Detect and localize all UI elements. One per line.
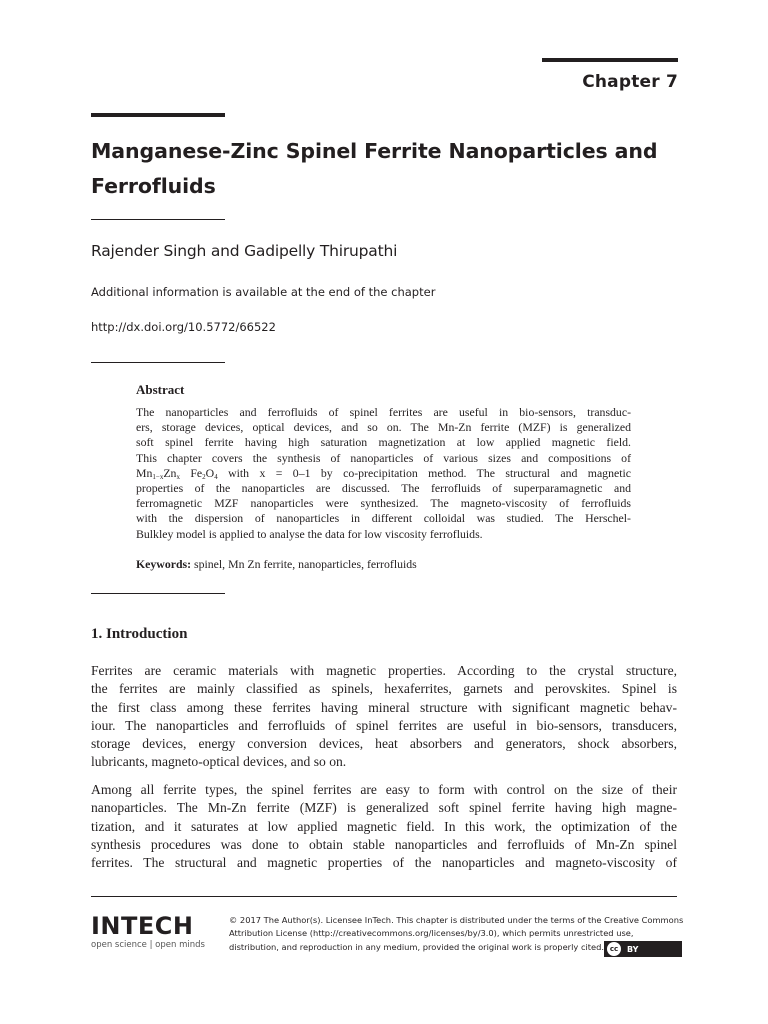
additional-info: Additional information is available at the end of the chapter [91,285,436,299]
paragraph-line: ferrites. The structural and magnetic properties of the nanoparticles and magneto-viscosity of [91,855,677,871]
paragraph-line: Among all ferrite types, the spinel ferrites are easy to form with control on the size of their [91,782,677,797]
formula-sub-4: 4 [214,472,218,481]
abstract-line: ers, storage devices, optical devices, and so on. The Mn-Zn ferrite (MZF) is generalized [136,420,631,435]
cc-by-label: BY [627,944,639,954]
formula-sub-1mx: 1−x [152,472,164,481]
license-line: distribution, and reproduction in any medium, provided the original work is properly cited. [229,941,605,952]
abstract-heading: Abstract [136,382,185,397]
abstract-formula-line [136,466,631,481]
license-line: Attribution License (http://creativecommons.org/licenses/by/3.0), which permits unrestricted use, [229,928,634,939]
paragraph-line: lubricants, magneto-optical devices, and so on. [91,754,347,770]
formula-fe: Fe [190,465,203,480]
formula-o: O [205,465,215,480]
intro-paragraph-1 [91,662,677,772]
doi-link[interactable]: http://dx.doi.org/10.5772/66522 [91,320,276,334]
chapter-label: Chapter 7 [582,72,678,92]
publisher-tagline: open science | open minds [91,940,205,950]
cc-circle-icon: cc [607,942,621,956]
paragraph-line: Ferrites are ceramic materials with magnetic properties. According to the crystal structure, [91,663,677,678]
keywords-text: spinel, Mn Zn ferrite, nanoparticles, ferrofluids [194,557,417,571]
publisher-logo: INTECH [91,912,194,940]
abstract-line: ferromagnetic MZF nanoparticles were synthesized. The magneto-viscosity of ferrofluids [136,496,631,511]
abstract-line: soft spinel ferrite having high saturation magnetization at low applied magnetic field. [136,435,631,450]
chapter-rule [542,58,678,62]
chapter-title-line-2: Ferrofluids [91,174,216,198]
abstract-line: with the dispersion of nanoparticles in different colloidal was studied. The Herschel- [136,511,631,526]
title-rule-top [91,113,225,117]
authors: Rajender Singh and Gadipelly Thirupathi [91,242,398,260]
abstract-line: This chapter covers the synthesis of nanoparticles of various sizes and compositions of [136,450,631,465]
formula-sub-x: x [176,472,180,481]
chapter-title [91,134,681,204]
formula-rest: with x = 0–1 by co-precipitation method. The structural and magnetic [228,465,632,480]
abstract-body [136,405,631,542]
intro-paragraph-2 [91,781,677,872]
paragraph-line: synthesis procedures was done to obtain stable nanoparticles and ferrofluids of Mn-Zn spinel [91,836,677,852]
abstract-line: Bulkley model is applied to analyse the data for low viscosity ferrofluids. [136,526,483,541]
formula-zn: Zn [163,465,177,480]
formula-sub-2: 2 [202,472,206,481]
footer-rule [91,896,677,897]
license-line: © 2017 The Author(s). Licensee InTech. This chapter is distributed under the terms of the Creative Commons [229,915,684,925]
paragraph-line: nanoparticles. The Mn-Zn ferrite (MZF) is generalized soft spinel ferrite having high magne- [91,800,677,816]
keywords [136,557,417,572]
abstract-line: properties of the nanoparticles are discussed. The ferrofluids of superparamagnetic and [136,480,631,495]
keywords-rule [91,593,225,594]
paragraph-line: storage devices, energy conversion devices, heat absorbers and generators, shock absorbers, [91,736,677,752]
paragraph-line: the ferrites are mainly classified as spinels, hexaferrites, garnets and perovskites. Spinel is [91,681,677,697]
keywords-label: Keywords: [136,557,192,571]
cc-by-badge-icon [604,941,682,957]
paragraph-line: the first class among these ferrites having mineral structure with significant magnetic behav- [91,699,677,715]
doi-rule [91,362,225,363]
formula-mn: Mn [136,465,153,480]
abstract-line: The nanoparticles and ferrofluids of spinel ferrites are useful in bio-sensors, transduc- [136,405,631,419]
chapter-title-line-1: Manganese-Zinc Spinel Ferrite Nanoparticles and [91,139,658,163]
paragraph-line: iour. The nanoparticles and ferrofluids of spinel ferrites are useful in bio-sensors, transducers, [91,717,677,733]
paragraph-line: tization, and it saturates at low applied magnetic field. In this work, the optimization of the [91,818,677,834]
title-rule-bottom [91,219,225,220]
section-heading-introduction: 1. Introduction [91,626,188,642]
